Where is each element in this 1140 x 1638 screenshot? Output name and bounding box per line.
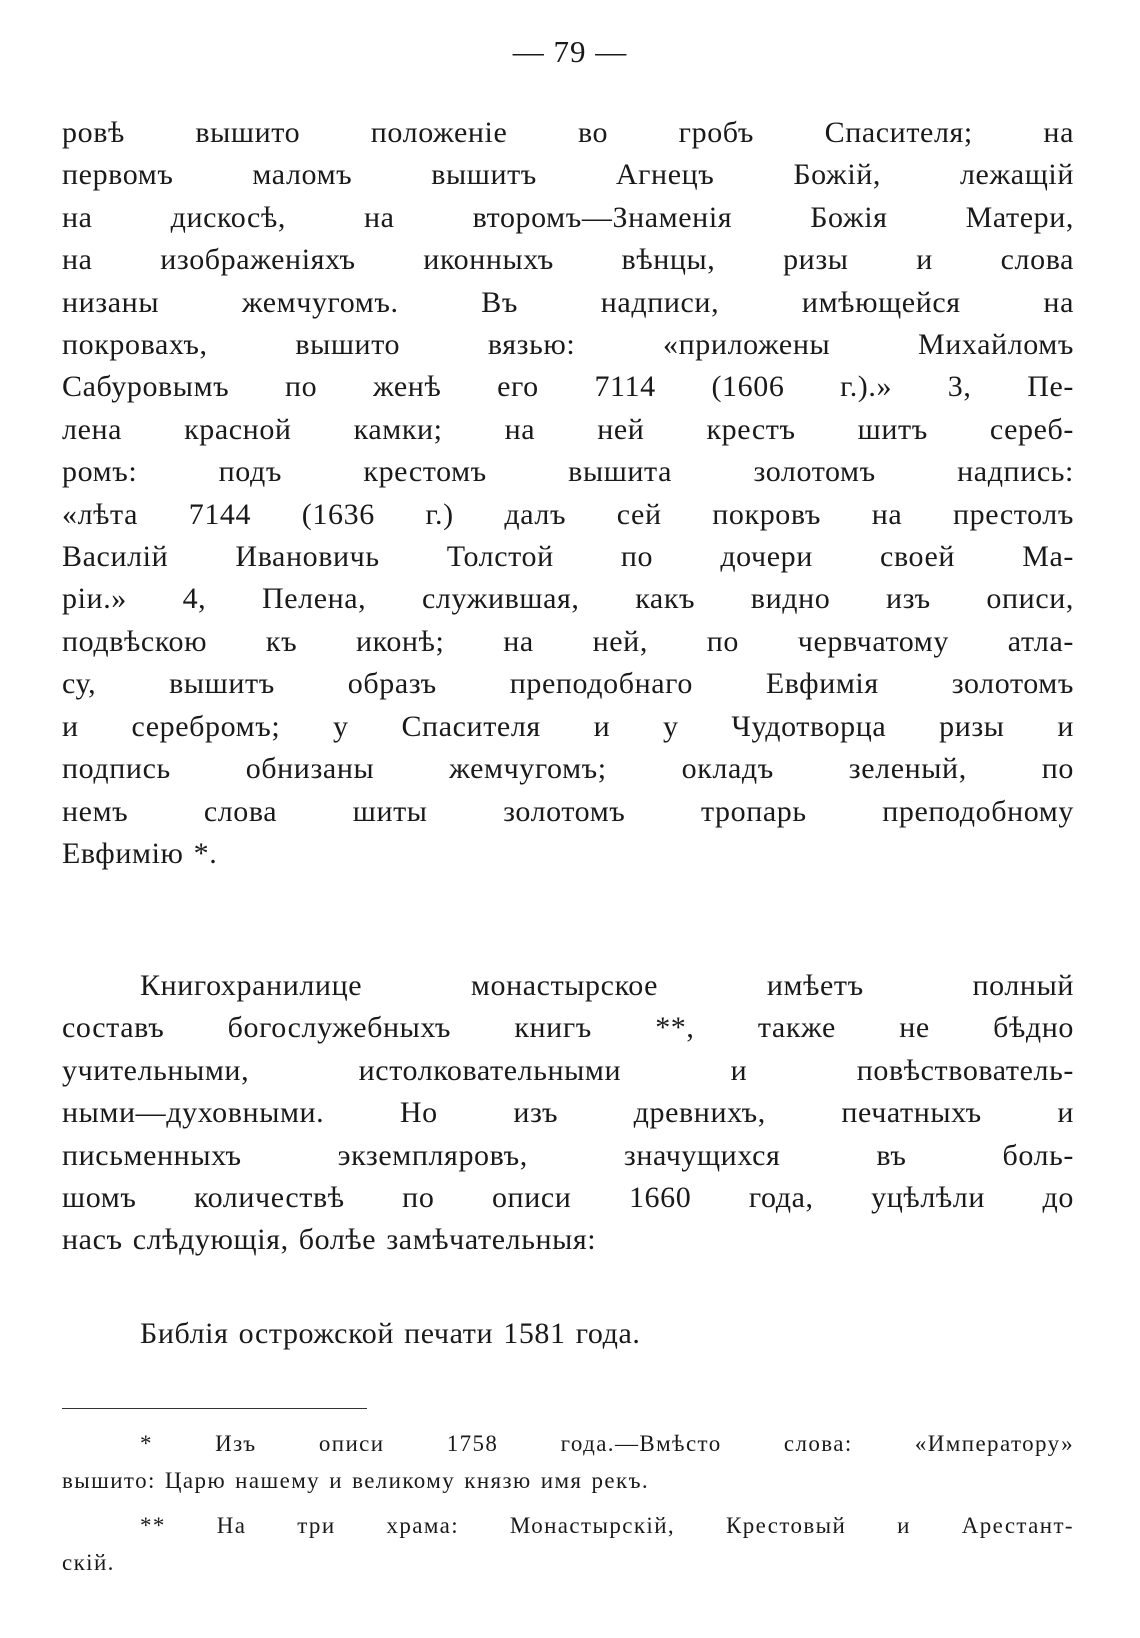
text-line: учительными, истолковательными и повѣствователь- (62, 1053, 1074, 1087)
text-line: подвѣскою къ иконѣ; на ней, по червчатому атла- (62, 624, 1074, 658)
text-line: шомъ количествѣ по описи 1660 года, уцѣлѣли до (62, 1181, 1074, 1215)
text-line: ромъ: подъ крестомъ вышита золотомъ надпись: (62, 455, 1074, 489)
text-line: Евфимію *. (62, 836, 218, 870)
footnote-divider (62, 1408, 367, 1409)
text-line: низаны жемчугомъ. Въ надписи, имѣющейся на (62, 285, 1074, 319)
text-line: подпись обнизаны жемчугомъ; окладъ зеленый, по (62, 752, 1074, 786)
footnote-2 (62, 1507, 1074, 1581)
text-line: ными—духовными. Но изъ древнихъ, печатныхъ и (62, 1096, 1074, 1130)
text-line: Книгохранилице монастырское имѣетъ полный (140, 969, 1074, 1002)
text-line: насъ слѣдующія, болѣе замѣчательныя: (62, 1223, 597, 1257)
text-line: Сабуровымъ по женѣ его 7114 (1606 г.).» 3, Пе- (62, 370, 1074, 404)
text-line: ровѣ вышито положеніе во гробъ Спасителя; на (62, 116, 1074, 149)
text-line: составъ богослужебныхъ книгъ **, также не бѣдно (62, 1011, 1074, 1045)
text-line: Василій Ивановичь Толстой по дочери своей Ма- (62, 540, 1074, 574)
text-line: на дискосѣ, на второмъ—Знаменія Божія Матери, (62, 200, 1074, 234)
page-number: — 79 — (512, 34, 628, 69)
text-line: Библія острожской печати 1581 года. (140, 1317, 641, 1350)
footnote-1 (62, 1425, 1074, 1499)
text-line: и серебромъ; у Спасителя и у Чудотворца ризы и (62, 709, 1074, 743)
paragraph-1 (62, 112, 1074, 875)
text-line: на изображеніяхъ иконныхъ вѣнцы, ризы и слова (62, 243, 1074, 277)
text-line: лена красной камки; на ней крестъ шитъ сереб- (62, 412, 1074, 446)
paragraph-3 (62, 1313, 1074, 1355)
text-line: «лѣта 7144 (1636 г.) далъ сей покровъ на престолъ (62, 497, 1074, 531)
text-line: су, вышитъ образъ преподобнаго Евфимія золотомъ (62, 667, 1074, 701)
footnote-line: скій. (62, 1550, 115, 1575)
text-line: немъ слова шиты золотомъ тропарь преподобному (62, 794, 1074, 828)
text-line: ріи.» 4, Пелена, служившая, какъ видно изъ описи, (62, 582, 1074, 616)
text-line: письменныхъ экземпляровъ, значущихся въ боль- (62, 1138, 1074, 1172)
footnote-line: ** На три храма: Монастырскій, Крестовый и Арестант- (140, 1513, 1074, 1538)
text-line: покровахъ, вышито вязью: «приложены Михайломъ (62, 328, 1074, 362)
footnote-line: * Изъ описи 1758 года.—Вмѣсто слова: «Императору» (140, 1431, 1074, 1456)
footnote-line: вышито: Царю нашему и великому князю имя рекъ. (62, 1468, 650, 1493)
text-line: первомъ маломъ вышитъ Агнецъ Божій, лежащій (62, 158, 1074, 192)
paragraph-2 (62, 965, 1074, 1262)
